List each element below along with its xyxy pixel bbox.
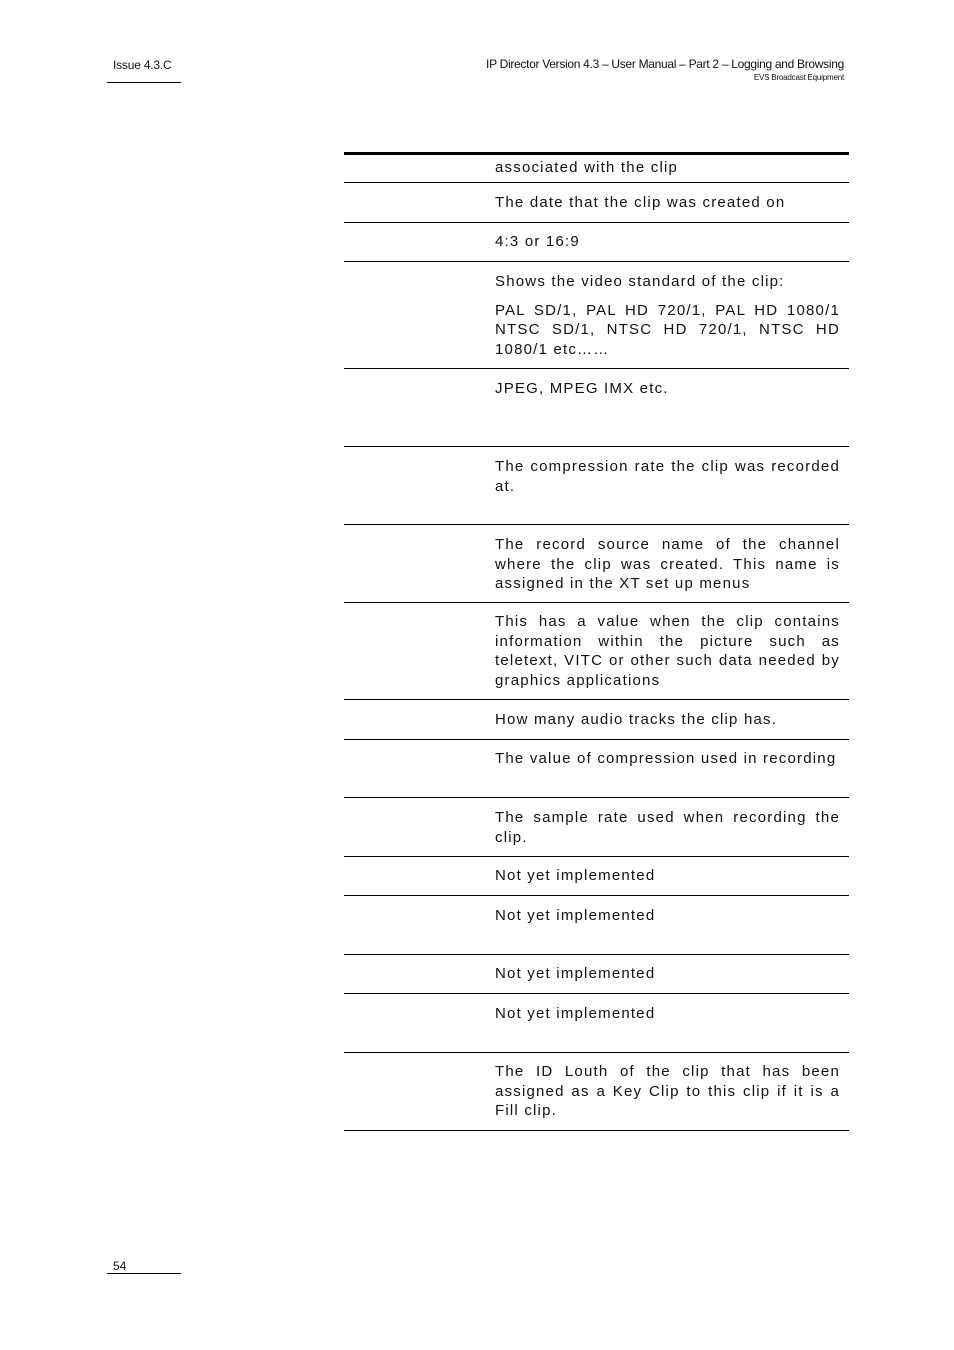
table-row xyxy=(344,447,849,525)
description-cell xyxy=(495,749,840,769)
description-text: Not yet implemented xyxy=(495,1005,656,1022)
description-text: associated with the clip xyxy=(495,159,679,176)
description-cell xyxy=(495,158,840,178)
table-row xyxy=(344,955,849,994)
header-divider xyxy=(107,82,181,83)
company-name: EVS Broadcast Equipment xyxy=(753,73,844,82)
table-row xyxy=(344,896,849,955)
issue-label: Issue 4.3.C xyxy=(113,58,172,72)
description-cell xyxy=(495,1062,840,1121)
description-cell xyxy=(495,808,840,847)
description-text: How many audio tracks the clip has. xyxy=(495,711,778,728)
footer-divider xyxy=(107,1273,181,1274)
description-text: Not yet implemented xyxy=(495,965,656,982)
table-row xyxy=(344,525,849,603)
description-text: 4:3 or 16:9 xyxy=(495,233,580,250)
description-cell xyxy=(495,535,840,594)
description-cell xyxy=(495,457,840,496)
table-row xyxy=(344,223,849,262)
description-cell xyxy=(495,379,840,399)
description-cell xyxy=(495,710,840,730)
description-cell xyxy=(495,866,840,886)
description-text: The sample rate used when recording the clip. xyxy=(495,809,840,846)
description-text: JPEG, MPEG IMX etc. xyxy=(495,380,669,397)
description-cell xyxy=(495,964,840,984)
description-text: The date that the clip was created on xyxy=(495,194,786,211)
table-row xyxy=(344,183,849,223)
table-row xyxy=(344,1053,849,1131)
table-row xyxy=(344,603,849,700)
description-cell xyxy=(495,1004,840,1024)
table-row xyxy=(344,155,849,183)
clip-fields-table xyxy=(344,152,849,1131)
description-cell xyxy=(495,906,840,926)
table-row xyxy=(344,369,849,447)
description-text: The value of compression used in recording xyxy=(495,750,837,767)
table-row xyxy=(344,857,849,896)
table-row xyxy=(344,740,849,798)
description-text: The compression rate the clip was recorded at. xyxy=(495,458,840,495)
description-cell xyxy=(495,612,840,690)
table-row xyxy=(344,994,849,1053)
description-text: The record source name of the channel where the clip was created. This name is assigned in the XT set up menus xyxy=(495,536,840,592)
description-text: PAL SD/1, PAL HD 720/1, PAL HD 1080/1 NTSC SD/1, NTSC HD 720/1, NTSC HD 1080/1 etc…… xyxy=(495,301,840,358)
document-title: IP Director Version 4.3 – User Manual – Part 2 – Logging and Browsing xyxy=(486,57,844,71)
table-row xyxy=(344,798,849,857)
description-text: Shows the video standard of the clip: xyxy=(495,273,785,290)
description-text: Not yet implemented xyxy=(495,867,656,884)
description-cell xyxy=(495,232,840,252)
description-text: This has a value when the clip contains information within the picture such as teletext, VITC or other such data needed by graphics applications xyxy=(495,613,840,689)
description-cell xyxy=(495,193,840,213)
table-row xyxy=(344,700,849,740)
description-cell xyxy=(495,272,840,359)
document-header xyxy=(486,57,844,82)
description-text: Not yet implemented xyxy=(495,907,656,924)
page-number: 54 xyxy=(113,1259,127,1273)
table-row xyxy=(344,262,849,369)
description-text: The ID Louth of the clip that has been assigned as a Key Clip to this clip if it is a Fill clip. xyxy=(495,1063,840,1119)
